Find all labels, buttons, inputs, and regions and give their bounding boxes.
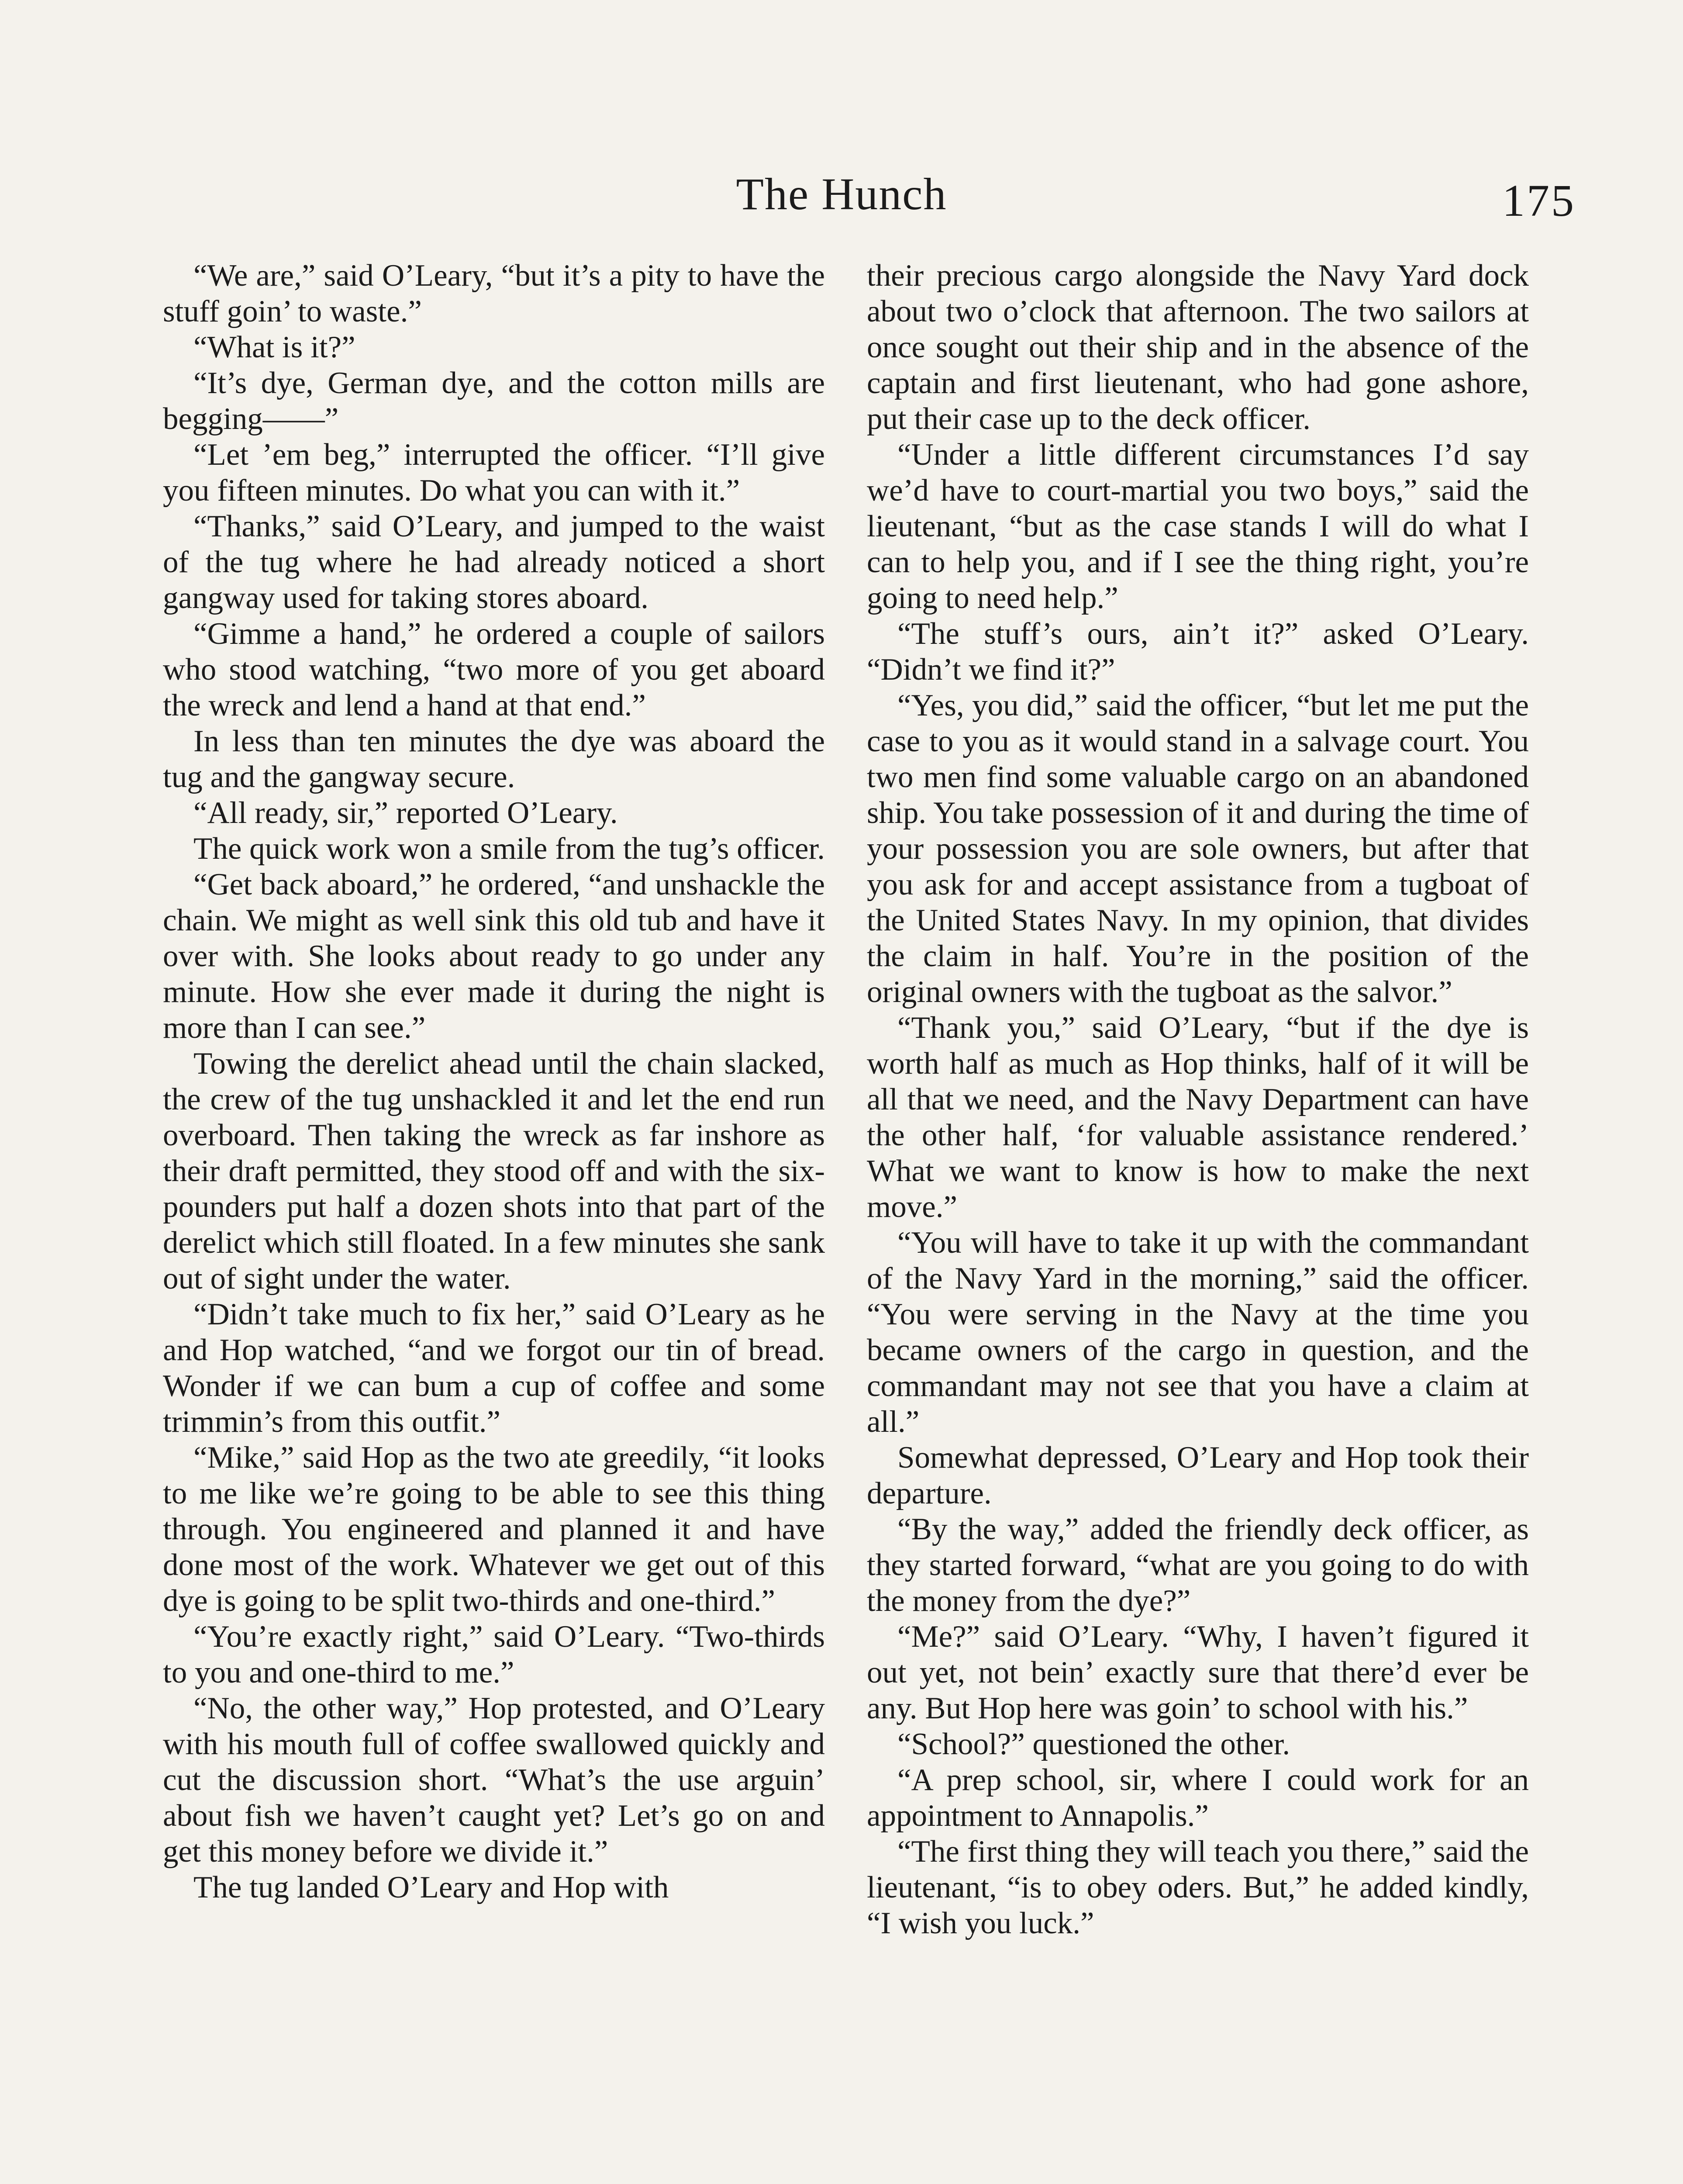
paragraph: The quick work won a smile from the tug’s officer. [193,832,825,866]
left-column [163,258,825,1905]
paragraph: “Gimme a hand,” he ordered a couple of sailors who stood watching, “two more of you get aboard the wreck and lend a hand at that end.” [163,617,825,722]
paragraph: “The first thing they will teach you there,” said the lieutenant, “is to obey oders. But,” he added kindly, “I wish you luck.” [867,1835,1529,1940]
paragraph: “By the way,” added the friendly deck officer, as they started forward, “what are you going to do with the money from the dye?” [867,1512,1529,1618]
paragraph: The tug landed O’Leary and Hop with [193,1870,669,1904]
paragraph: “Didn’t take much to fix her,” said O’Leary as he and Hop watched, “and we forgot our tin of bread. Wonder if we can bum a cup of coffee and some trimmin’s from this outfit.” [163,1297,825,1439]
paragraph: “Thank you,” said O’Leary, “but if the dye is worth half as much as Hop thinks, half of it will be all that we need, and the Navy Department can have the other half, ‘for valuable assistance rendered.’ What we want to know is how to make the next move.” [867,1011,1529,1224]
paragraph: “You will have to take it up with the commandant of the Navy Yard in the morning,” said the officer. “You were serving in the Navy at the time you became owners of the cargo in question, and the commandant may not see that you have a claim at all.” [867,1226,1529,1439]
paragraph: “It’s dye, German dye, and the cotton mills are begging——” [163,366,825,436]
page-number: 175 [1502,176,1576,226]
paragraph: “The stuff’s ours, ain’t it?” asked O’Leary. “Didn’t we find it?” [867,617,1529,687]
running-title: The Hunch [736,169,947,219]
paragraph: “No, the other way,” Hop protested, and O’Leary with his mouth full of coffee swallowed quickly and cut the discussion short. “What’s the use arguin’ about fish we haven’t caught yet? Let’s go on and get this money before we divide it.” [163,1691,825,1869]
paragraph: “Get back aboard,” he ordered, “and unshackle the chain. We might as well sink this old tub and have it over with. She looks about ready to go under any minute. How she ever made it during the night is more than I can see.” [163,867,825,1045]
paragraph: “Under a little different circumstances I’d say we’d have to court-martial you two boys,” said the lieutenant, “but as the case stands I will do what I can to help you, and if I see the thing right, you’re going to need help.” [867,438,1529,615]
paragraph: Towing the derelict ahead until the chain slacked, the crew of the tug unshackled it and let the end run overboard. Then taking the wreck as far inshore as their draft permitted, they stood off and with the six-pounders put half a dozen shots into that part of the derelict which still floated. In a few minutes she sank out of sight under the water. [163,1047,825,1296]
paragraph: “Me?” said O’Leary. “Why, I haven’t figured it out yet, not bein’ exactly sure that there’d ever be any. But Hop here was goin’ to school with his.” [867,1620,1529,1725]
paragraph-continued: their precious cargo alongside the Navy Yard dock about two o’clock that afternoon. The two sailors at once sought out their ship and in the absence of the captain and first lieutenant, who had gone ashore, put their case up to the deck officer. [867,259,1529,436]
paragraph: In less than ten minutes the dye was aboard the tug and the gangway secure. [163,724,825,794]
paragraph: “A prep school, sir, where I could work for an appointment to Annapolis.” [867,1763,1529,1833]
paragraph: “All ready, sir,” reported O’Leary. [193,796,618,830]
right-column [867,258,1529,1941]
paragraph: “We are,” said O’Leary, “but it’s a pity to have the stuff goin’ to waste.” [163,259,825,328]
paragraph: “You’re exactly right,” said O’Leary. “Two-thirds to you and one-third to me.” [163,1620,825,1690]
paragraph: “Yes, you did,” said the officer, “but let me put the case to you as it would stand in a salvage court. You two men find some valuable cargo on an abandoned ship. You take possession of it and during the time of your possession you are sole owners, but after that you ask for and accept assistance from a tugboat of the United States Navy. In my opinion, that divides the claim in half. You’re in the position of the original owners with the tugboat as the salvor.” [867,688,1529,1009]
paragraph: “Thanks,” said O’Leary, and jumped to the waist of the tug where he had already noticed a short gangway used for taking stores aboard. [163,509,825,615]
paragraph: “Mike,” said Hop as the two ate greedily, “it looks to me like we’re going to be able to see this thing through. You engineered and planned it and have done most of the work. Whatever we get out of this dye is going to be split two-thirds and one-third.” [163,1441,825,1618]
paragraph: “Let ’em beg,” interrupted the officer. “I’ll give you fifteen minutes. Do what you can with it.” [163,438,825,508]
paragraph: “What is it?” [193,330,355,364]
paragraph: “School?” questioned the other. [897,1727,1290,1761]
paragraph: Somewhat depressed, O’Leary and Hop took their departure. [867,1441,1529,1510]
